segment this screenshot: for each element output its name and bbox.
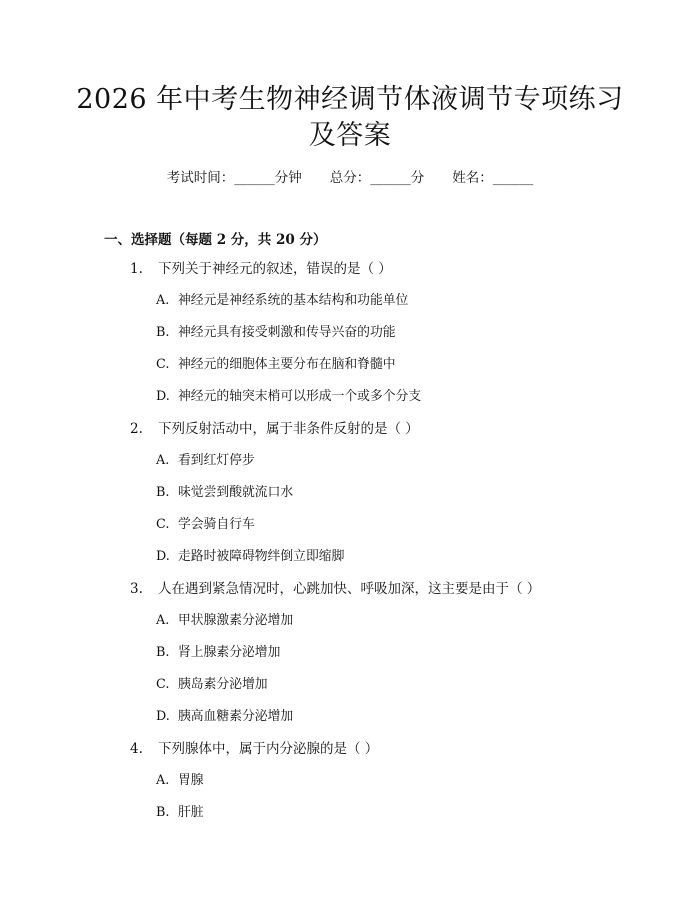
total-score-field: 总分：______分: [329, 170, 425, 186]
question-number: 2.: [130, 421, 143, 437]
question-text: 人在遇到紧急情况时，心跳加快、呼吸加深，这主要是由于（ ）: [158, 581, 541, 597]
option-text: 看到红灯停步: [178, 453, 255, 468]
exam-time-field: 考试时间：______分钟: [166, 170, 302, 186]
option-letter: B.: [156, 325, 170, 340]
option-letter: A.: [156, 613, 170, 628]
student-name-field: 姓名：______: [452, 170, 534, 186]
question-text: 下列腺体中，属于内分泌腺的是（ ）: [158, 741, 379, 757]
option-text: 肾上腺素分泌增加: [178, 645, 281, 660]
question-text: 下列反射活动中，属于非条件反射的是（ ）: [158, 421, 419, 437]
option-text: 神经元具有接受刺激和传导兴奋的功能: [178, 325, 396, 340]
question-number: 4.: [130, 741, 143, 757]
option-letter: A.: [156, 293, 170, 308]
option-text: 胰高血糖素分泌增加: [178, 709, 294, 724]
option-text: 胃腺: [178, 773, 204, 788]
option-text: 胰岛素分泌增加: [178, 677, 268, 692]
option-letter: C.: [156, 677, 170, 692]
exam-meta-row: [0, 168, 700, 188]
option-letter: C.: [156, 357, 170, 372]
option-text: 神经元的细胞体主要分布在脑和脊髓中: [178, 357, 396, 372]
option-letter: A.: [156, 773, 170, 788]
option-letter: D.: [156, 709, 170, 724]
option-letter: A.: [156, 453, 170, 468]
option-letter: B.: [156, 645, 170, 660]
option-letter: B.: [156, 805, 170, 820]
option-text: 甲状腺激素分泌增加: [178, 613, 294, 628]
option-text: 神经元是神经系统的基本结构和功能单位: [178, 293, 409, 308]
option-letter: B.: [156, 485, 170, 500]
document-title-line-1: 2026 年中考生物神经调节体液调节专项练习: [76, 84, 624, 115]
document-title-line-2: 及答案: [308, 120, 392, 151]
question-number: 3.: [130, 581, 143, 597]
option-text: 神经元的轴突末梢可以形成一个或多个分支: [178, 389, 422, 404]
option-letter: D.: [156, 389, 170, 404]
option-letter: D.: [156, 549, 170, 564]
option-text: 肝脏: [178, 805, 204, 820]
question-number: 1.: [130, 261, 143, 277]
section-heading-multiple-choice: 一、选择题（每题 2 分，共 20 分）: [104, 232, 327, 248]
option-text: 走路时被障碍物绊倒立即缩脚: [178, 549, 345, 564]
question-text: 下列关于神经元的叙述，错误的是（ ）: [158, 261, 392, 277]
option-text: 味觉尝到酸就流口水: [178, 485, 294, 500]
option-letter: C.: [156, 517, 170, 532]
option-text: 学会骑自行车: [178, 517, 255, 532]
